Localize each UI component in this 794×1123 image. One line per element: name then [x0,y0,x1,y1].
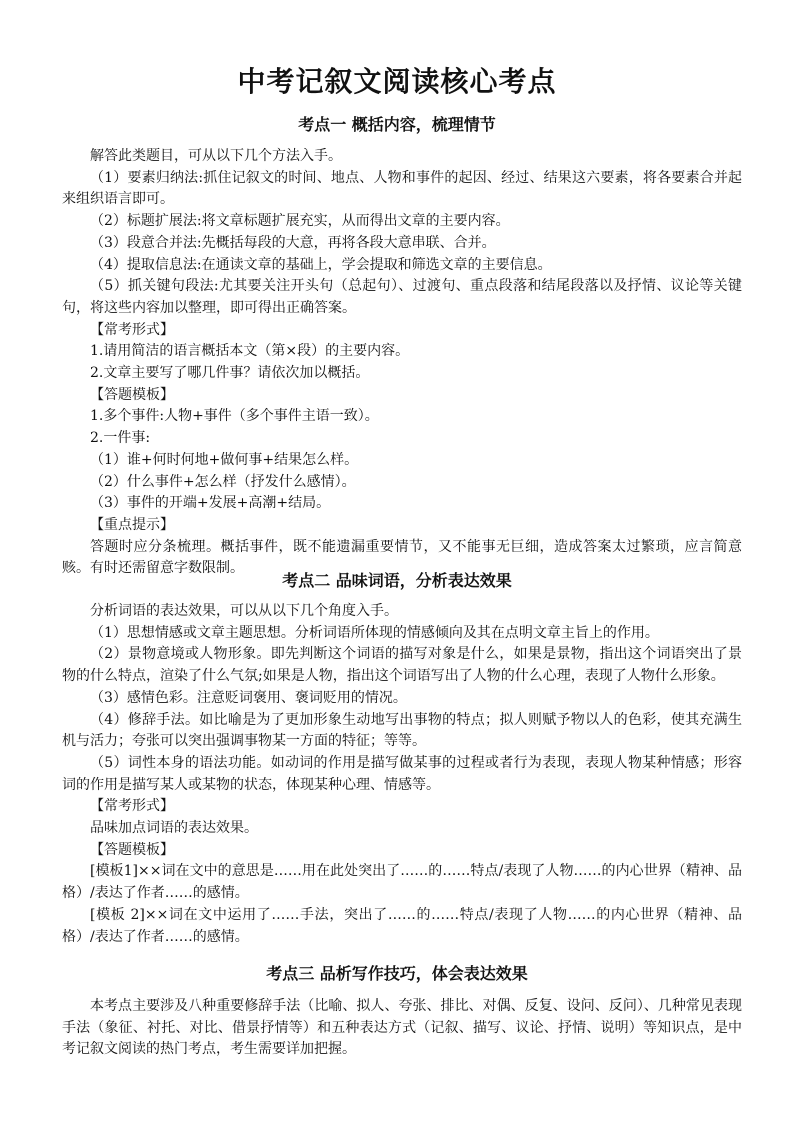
paragraph: 分析词语的表达效果，可以从以下几个角度入手。 [90,603,398,619]
paragraph: [模板 2]××词在文中运用了……手法，突出了……的……特点/表现了人物……的内心世界（精神、品格）/表达了作者……的感情。 [62,906,742,945]
paragraph: （4）修辞手法。如比喻是为了更加形象生动地写出事物的特点；拟人则赋予物以人的色彩，使其充满生机与活力；夸张可以突出强调事物某一方面的特征；等等。 [62,711,742,750]
paragraph: （4）提取信息法:在通读文章的基础上，学会提取和筛选文章的主要信息。 [90,256,552,273]
section-body [62,996,742,1061]
section-body [62,146,742,580]
subheading-tag: 【常考形式】 [90,321,174,338]
paragraph: （3）事件的开端+发展+高潮+结局。 [90,495,331,512]
section-heading: 考点二 品味词语，分析表达效果 [282,571,512,590]
paragraph: （1）谁+何时何地+做何事+结果怎么样。 [90,451,359,468]
paragraph: 答题时应分条梳理。概括事件，既不能遗漏重要情节，又不能事无巨细，造成答案太过繁琐，应言简意赅。有时还需留意字数限制。 [62,538,742,577]
paragraph: 解答此类题目，可从以下几个方法入手。 [90,148,342,164]
subheading-tag: 【常考形式】 [90,798,174,815]
section-heading: 考点一 概括内容，梳理情节 [298,115,496,134]
paragraph: （5）词性本身的语法功能。如动词的作用是描写做某事的过程或者行为表现，表现人物某种情感；形容词的作用是描写某人或某物的状态，体现某种心理、情感等。 [62,754,742,793]
paragraph: （5）抓关键句段法:尤其要关注开头句（总起句）、过渡句、重点段落和结尾段落以及抒情、议论等关键句，将这些内容加以整理，即可得出正确答案。 [62,278,742,316]
paragraph: （2）景物意境或人物形象。即先判断这个词语的描写对象是什么，如果是景物，指出这个词语突出了景物的什么特点，渲染了什么气氛;如果是人物，指出这个词语写出了人物的什么心理，表现了人物什么形象。 [62,646,742,685]
section-heading: 考点三 品析写作技巧，体会表达效果 [266,964,528,983]
subheading-tag: 【答题模板】 [90,386,174,403]
paragraph: 本考点主要涉及八种重要修辞手法（比喻、拟人、夸张、排比、对偶、反复、设问、反问）、几种常见表现手法（象征、衬托、对比、借景抒情等）和五种表达方式（记叙、描写、议论、抒情、说明）等知识点，是中考记叙文阅读的热门考点，考生需要详加把握。 [62,998,742,1058]
paragraph: 1.请用简洁的语言概括本文（第×段）的主要内容。 [90,343,410,360]
document-title: 中考记叙文阅读核心考点 [237,65,557,98]
paragraph: 1.多个事件:人物+事件（多个事件主语一致）。 [90,408,379,425]
paragraph: 2.一件事: [90,430,151,447]
subheading-tag: 【重点提示】 [90,516,174,533]
paragraph: 品味加点词语的表达效果。 [90,820,258,837]
subheading-tag: 【答题模板】 [90,841,174,858]
paragraph: （1）思想情感或文章主题思想。分析词语所体现的情感倾向及其在点明文章主旨上的作用。 [90,624,659,641]
paragraph: [模板1]××词在文中的意思是……用在此处突出了……的……特点/表现了人物……的内心世界（精神、品格）/表达了作者……的感情。 [62,863,742,902]
paragraph: （2）标题扩展法:将文章标题扩展充实，从而得出文章的主要内容。 [90,213,510,230]
section-body [62,601,742,948]
paragraph: （2）什么事件+怎么样（抒发什么感情）。 [90,473,356,490]
paragraph: （3）感情色彩。注意贬词褒用、褒词贬用的情况。 [90,689,407,706]
paragraph: （1）要素归纳法:抓住记叙文的时间、地点、人物和事件的起因、经过、结果这六要素，将各要素合并起来组织语言即可。 [62,169,742,208]
paragraph: 2.文章主要写了哪几件事？请依次加以概括。 [90,365,370,382]
paragraph: （3）段意合并法:先概括每段的大意，再将各段大意串联、合并。 [90,234,496,251]
